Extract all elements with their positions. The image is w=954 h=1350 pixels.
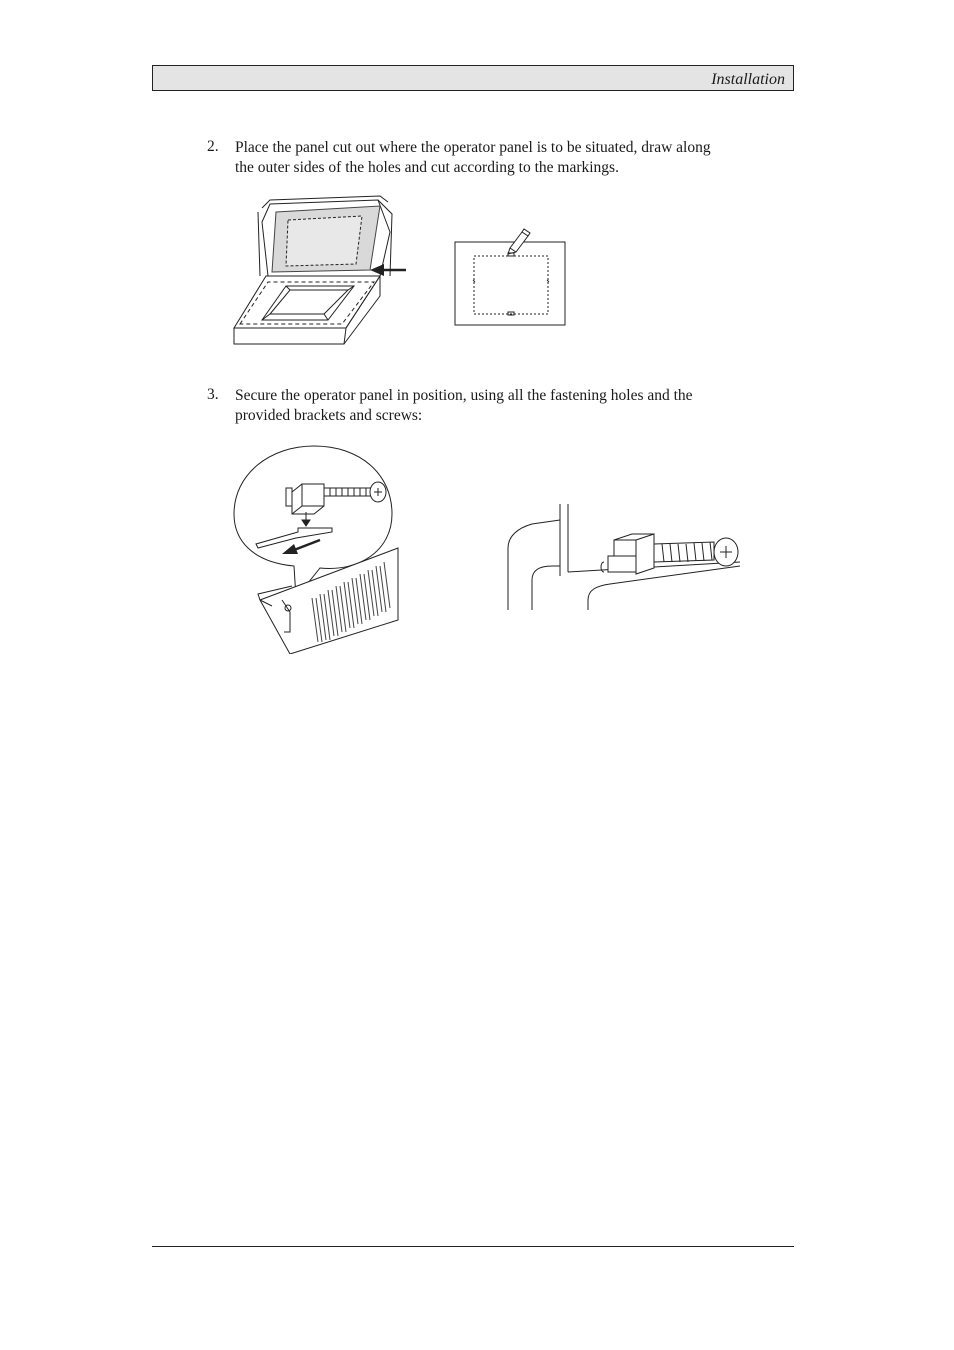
- step-2-text-line-2: the outer sides of the holes and cut according to the markings.: [235, 159, 619, 176]
- running-header: [152, 65, 794, 91]
- box-cutout-illustration: [230, 192, 410, 348]
- mounted-bracket-illustration: [504, 500, 744, 612]
- step-2-number: 2.: [207, 138, 219, 155]
- step-3-text-line-2: provided brackets and screws:: [235, 407, 423, 424]
- step-3-text: [235, 386, 755, 426]
- step-2-text-line-1: Place the panel cut out where the operator panel is to be situated, draw along: [235, 139, 711, 156]
- wall-marking-illustration: [452, 226, 570, 328]
- step-2-text: [235, 138, 755, 178]
- bracket-detail-illustration: [232, 444, 404, 654]
- footer-rule: [152, 1246, 794, 1247]
- section-title: Installation: [711, 71, 785, 88]
- step-3-text-line-1: Secure the operator panel in position, using all the fastening holes and the: [235, 387, 693, 404]
- step-3-number: 3.: [207, 386, 219, 403]
